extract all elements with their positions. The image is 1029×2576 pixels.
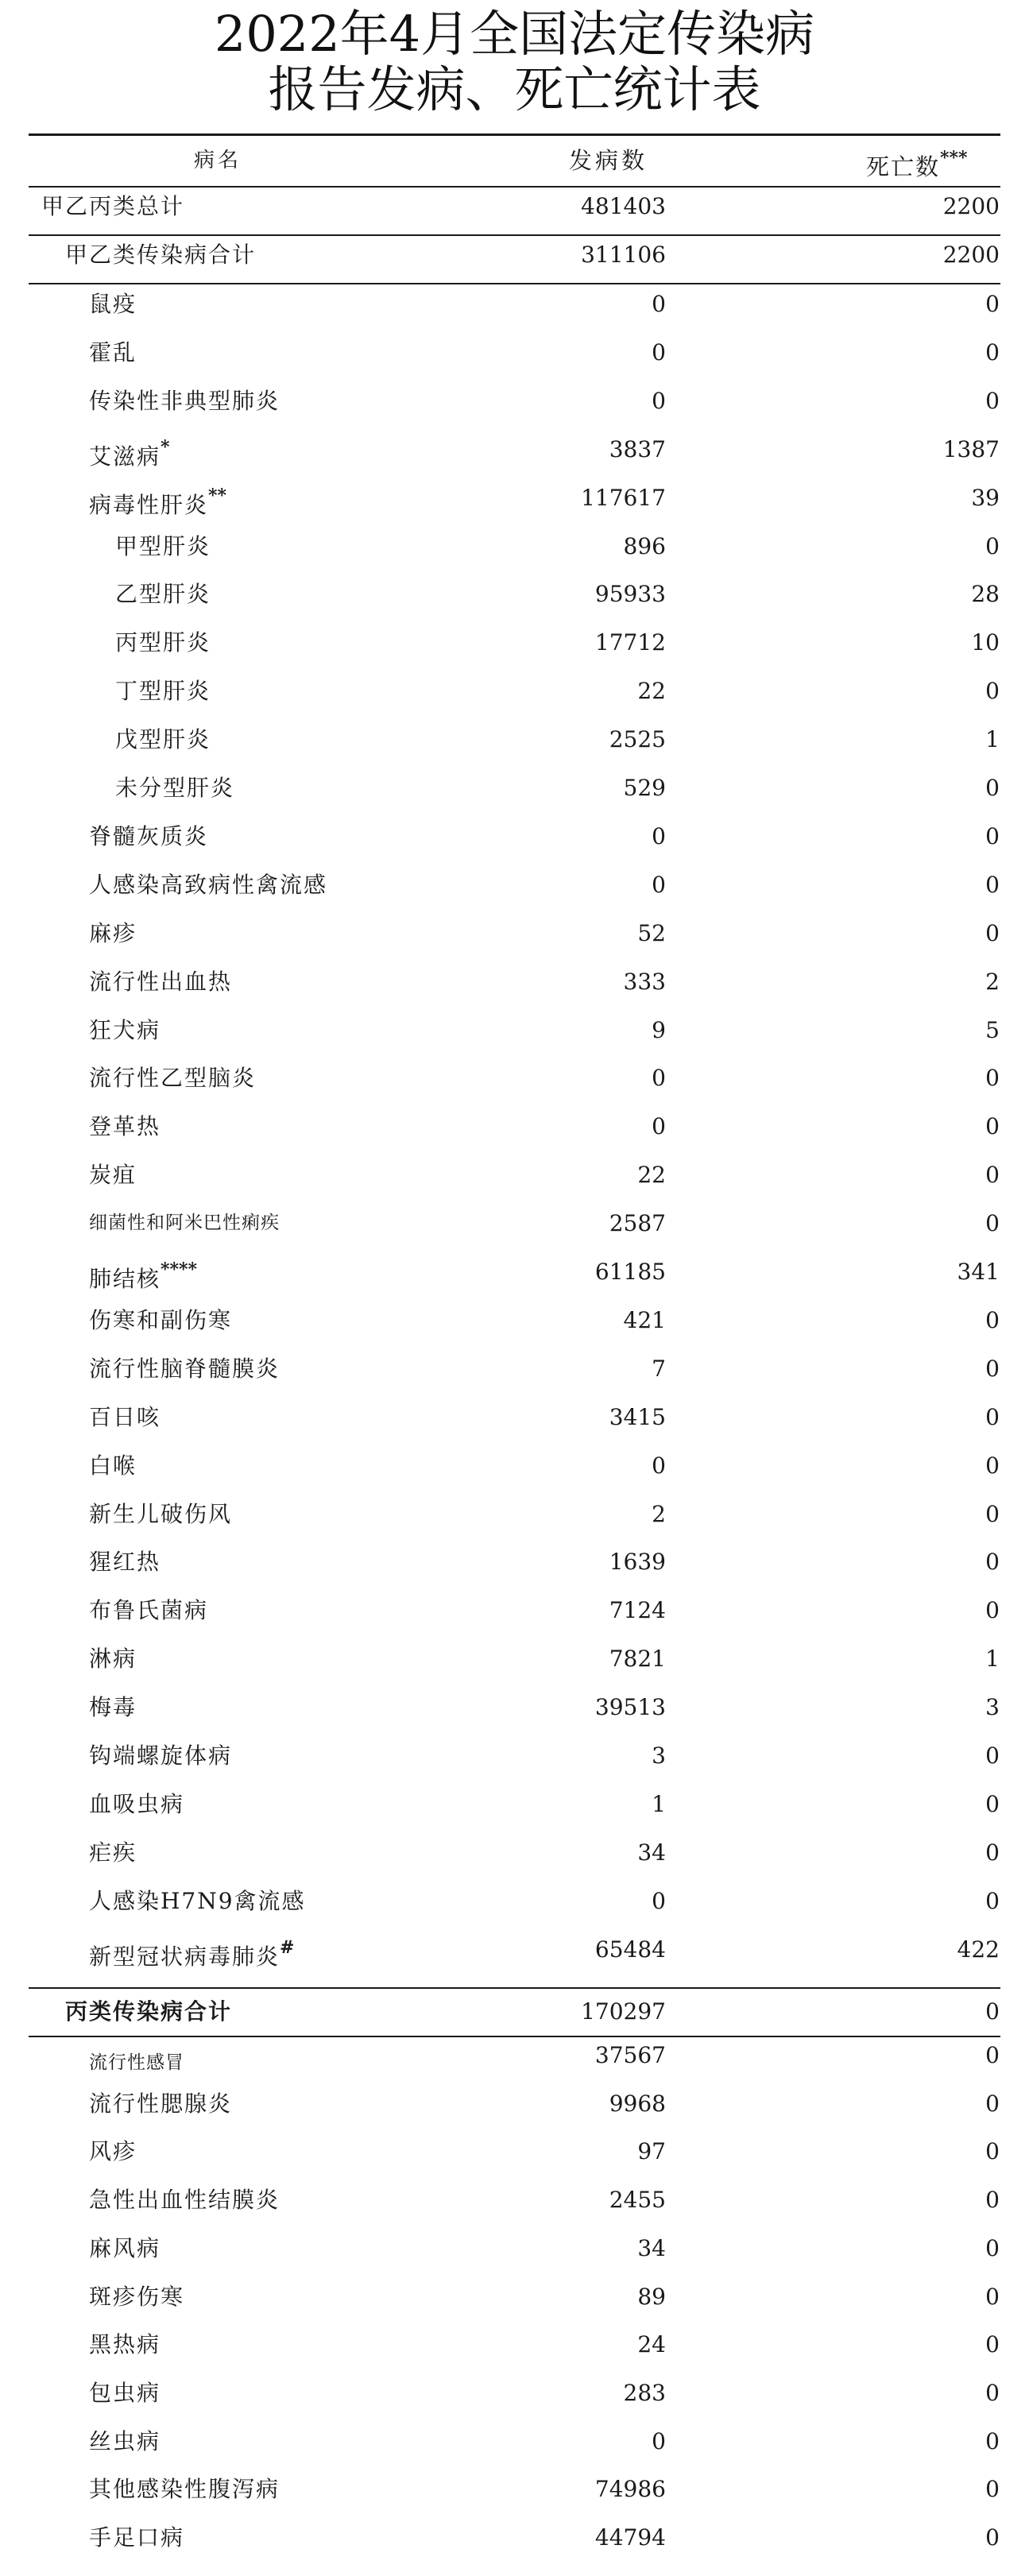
- row-name: 霍乱: [89, 339, 137, 366]
- row-cases: 0: [652, 1113, 666, 1139]
- row-name: 甲乙类传染病合计: [65, 242, 257, 268]
- table-row: [0, 1247, 1029, 1296]
- row-name: 炭疽: [89, 1162, 137, 1188]
- row-deaths: 0: [985, 1501, 1000, 1527]
- row-deaths: 0: [985, 1742, 1000, 1769]
- row-deaths: 0: [985, 2091, 1000, 2117]
- table-row: [0, 2224, 1029, 2272]
- row-name: 流行性出血热: [89, 969, 233, 995]
- table-row: [0, 2417, 1029, 2466]
- table-row-total: [0, 182, 1029, 230]
- table-row: [0, 2272, 1029, 2321]
- row-deaths: 0: [985, 920, 1000, 946]
- row-deaths: 422: [957, 1936, 1000, 1963]
- row-deaths: 2200: [942, 193, 1000, 219]
- row-name: 淋病: [89, 1646, 137, 1672]
- row-name: 包虫病: [89, 2380, 161, 2406]
- row-cases: 0: [652, 1888, 666, 1914]
- table-row: [0, 2176, 1029, 2224]
- row-name: 病毒性肝炎**: [89, 485, 227, 518]
- header-deaths-marker: ***: [940, 148, 968, 168]
- row-deaths: 5: [985, 1017, 1000, 1043]
- table-row: [0, 1683, 1029, 1731]
- row-name: 流行性乙型脑炎: [89, 1065, 257, 1091]
- row-name: 猩红热: [89, 1549, 161, 1575]
- row-deaths: 0: [985, 1597, 1000, 1623]
- row-deaths: 0: [985, 2524, 1000, 2551]
- table-row: [0, 1490, 1029, 1538]
- row-cases: 44794: [594, 2524, 666, 2551]
- row-name: 戊型肝炎: [115, 726, 211, 752]
- row-deaths: 2: [985, 969, 1000, 995]
- row-cases: 65484: [594, 1936, 666, 1963]
- row-cases: 61185: [594, 1259, 666, 1285]
- table-row: [0, 957, 1029, 1006]
- row-deaths: 0: [985, 1307, 1000, 1333]
- row-deaths: 0: [985, 291, 1000, 317]
- row-deaths: 0: [985, 2428, 1000, 2454]
- row-deaths: 0: [985, 1113, 1000, 1139]
- table-row: [0, 1054, 1029, 1102]
- row-name: 麻疹: [89, 920, 137, 946]
- row-name: 白喉: [89, 1452, 137, 1479]
- row-cases: 3837: [609, 436, 666, 462]
- row-deaths: 0: [985, 1549, 1000, 1575]
- row-cases: 22: [637, 678, 666, 704]
- table-row: [0, 377, 1029, 425]
- row-footnote-marker: **: [208, 485, 227, 506]
- row-deaths: 0: [985, 872, 1000, 898]
- row-cases: 1: [652, 1791, 666, 1817]
- row-name: 急性出血性结膜炎: [89, 2187, 280, 2213]
- row-deaths: 0: [985, 2235, 1000, 2261]
- row-deaths: 1: [985, 726, 1000, 752]
- row-name: 疟疾: [89, 1839, 137, 1866]
- row-cases: 170297: [581, 1998, 666, 2025]
- row-name: 百日咳: [89, 1404, 161, 1430]
- table-row: [0, 1828, 1029, 1877]
- row-cases: 3: [652, 1742, 666, 1769]
- row-cases: 2587: [609, 1210, 666, 1236]
- table-header: [0, 137, 1029, 185]
- table-row: [0, 1441, 1029, 1490]
- row-cases: 9968: [609, 2091, 666, 2117]
- row-footnote-marker: *: [161, 437, 170, 458]
- row-name: 脊髓灰质炎: [89, 823, 209, 849]
- row-cases: 24: [637, 2331, 666, 2357]
- table-row: [0, 1344, 1029, 1393]
- table-row: [0, 1102, 1029, 1151]
- row-deaths: 0: [985, 1839, 1000, 1866]
- row-deaths: 0: [985, 1452, 1000, 1479]
- row-name: 未分型肝炎: [115, 775, 235, 801]
- table-row: [0, 570, 1029, 618]
- row-cases: 7: [652, 1356, 666, 1382]
- table-row: [0, 1006, 1029, 1054]
- row-cases: 39513: [594, 1694, 666, 1720]
- table-row: [0, 2465, 1029, 2513]
- row-deaths: 0: [985, 775, 1000, 801]
- row-name: 丙类传染病合计: [65, 1998, 233, 2025]
- row-deaths: 3: [985, 1694, 1000, 1720]
- row-cases: 7124: [609, 1597, 666, 1623]
- row-cases: 529: [623, 775, 666, 801]
- row-name: 布鲁氏菌病: [89, 1597, 209, 1623]
- row-cases: 1639: [609, 1549, 666, 1575]
- row-name: 甲乙丙类总计: [41, 193, 185, 219]
- row-name: 丙型肝炎: [115, 629, 211, 656]
- row-name: 艾滋病*: [89, 437, 170, 470]
- row-cases: 34: [637, 2235, 666, 2261]
- table-row: [0, 1393, 1029, 1441]
- row-cases: 37567: [594, 2042, 666, 2068]
- row-name: 人感染H7N9禽流感: [89, 1888, 306, 1914]
- table-row: [0, 2369, 1029, 2417]
- row-deaths: 0: [985, 2284, 1000, 2310]
- row-name: 伤寒和副伤寒: [89, 1307, 233, 1333]
- row-name: 流行性脑脊髓膜炎: [89, 1356, 280, 1382]
- row-cases: 97: [637, 2138, 666, 2164]
- row-cases: 0: [652, 339, 666, 366]
- row-name: 细菌性和阿米巴性痢疾: [89, 1213, 280, 1233]
- row-deaths: 0: [985, 1404, 1000, 1430]
- row-cases: 0: [652, 2428, 666, 2454]
- table-row: [0, 1780, 1029, 1828]
- row-cases: 52: [637, 920, 666, 946]
- header-name: 病名: [194, 149, 242, 172]
- row-cases: 17712: [594, 629, 666, 656]
- table-row: [0, 474, 1029, 522]
- row-deaths: 0: [985, 2476, 1000, 2502]
- table-row: [0, 1296, 1029, 1344]
- table-row-group-ab: [0, 230, 1029, 279]
- row-deaths: 0: [985, 823, 1000, 849]
- table-row: [0, 812, 1029, 861]
- header-cases: 发病数: [569, 147, 648, 174]
- row-deaths: 0: [985, 1356, 1000, 1382]
- table-row: [0, 1199, 1029, 1247]
- row-cases: 2525: [609, 726, 666, 752]
- row-cases: 0: [652, 388, 666, 414]
- table-row: [0, 764, 1029, 812]
- row-deaths: 1387: [942, 436, 1000, 462]
- row-name: 人感染高致病性禽流感: [89, 872, 328, 898]
- table-row: [0, 715, 1029, 764]
- row-name: 流行性感冒: [89, 2052, 184, 2073]
- row-name: 肺结核****: [89, 1259, 198, 1292]
- row-cases: 2: [652, 1501, 666, 1527]
- row-name: 其他感染性腹泻病: [89, 2476, 280, 2502]
- row-cases: 74986: [594, 2476, 666, 2502]
- row-name: 丝虫病: [89, 2428, 161, 2454]
- table-row: [0, 1151, 1029, 1199]
- row-name: 新生儿破伤风: [89, 1501, 233, 1527]
- row-deaths: 0: [985, 1791, 1000, 1817]
- row-cases: 0: [652, 1452, 666, 1479]
- table-row: [0, 909, 1029, 957]
- row-cases: 3415: [609, 1404, 666, 1430]
- row-deaths: 0: [985, 2331, 1000, 2357]
- table-row: [0, 618, 1029, 667]
- row-name: 斑疹伤寒: [89, 2284, 185, 2310]
- table-row: [0, 1586, 1029, 1634]
- row-cases: 117617: [581, 485, 666, 511]
- row-cases: 0: [652, 872, 666, 898]
- row-name: 风疹: [89, 2138, 137, 2164]
- table-row: [0, 1537, 1029, 1586]
- table-row: [0, 2320, 1029, 2369]
- row-cases: 22: [637, 1162, 666, 1188]
- row-cases: 2455: [609, 2187, 666, 2213]
- table-row: [0, 2079, 1029, 2128]
- table-row: [0, 1634, 1029, 1683]
- row-footnote-marker: #: [280, 1937, 295, 1958]
- row-deaths: 2200: [942, 242, 1000, 268]
- table-row: [0, 1731, 1029, 1780]
- row-deaths: 28: [971, 581, 1000, 607]
- row-name: 乙型肝炎: [115, 581, 211, 607]
- row-cases: 481403: [581, 193, 666, 219]
- table-row-group-c: [0, 1987, 1029, 2036]
- row-cases: 89: [637, 2284, 666, 2310]
- table-row: [0, 2031, 1029, 2079]
- row-name: 传染性非典型肺炎: [89, 388, 280, 414]
- row-deaths: 0: [985, 678, 1000, 704]
- row-deaths: 1: [985, 1646, 1000, 1672]
- row-deaths: 341: [957, 1259, 1000, 1285]
- row-name: 流行性腮腺炎: [89, 2091, 233, 2117]
- row-name: 麻风病: [89, 2235, 161, 2261]
- row-cases: 34: [637, 1839, 666, 1866]
- table-row: [0, 1925, 1029, 1974]
- table-row: [0, 667, 1029, 715]
- row-name: 狂犬病: [89, 1017, 161, 1043]
- table-row: [0, 425, 1029, 474]
- row-cases: 421: [623, 1307, 666, 1333]
- row-deaths: 39: [971, 485, 1000, 511]
- row-deaths: 0: [985, 1065, 1000, 1091]
- table-row: [0, 1877, 1029, 1925]
- row-cases: 95933: [594, 581, 666, 607]
- row-deaths: 0: [985, 388, 1000, 414]
- row-name: 手足口病: [89, 2524, 185, 2551]
- row-cases: 0: [652, 291, 666, 317]
- row-name: 丁型肝炎: [115, 678, 211, 704]
- table-row: [0, 280, 1029, 328]
- row-deaths: 0: [985, 1162, 1000, 1188]
- row-name: 钩端螺旋体病: [89, 1742, 233, 1769]
- row-name: 登革热: [89, 1113, 161, 1139]
- table-top-rule: [29, 133, 1000, 136]
- row-deaths: 0: [985, 1888, 1000, 1914]
- row-deaths: 0: [985, 1210, 1000, 1236]
- row-deaths: 0: [985, 2138, 1000, 2164]
- table-row: [0, 2127, 1029, 2176]
- row-deaths: 0: [985, 2042, 1000, 2068]
- row-deaths: 0: [985, 339, 1000, 366]
- row-name: 梅毒: [89, 1694, 137, 1720]
- row-name: 黑热病: [89, 2331, 161, 2357]
- row-cases: 283: [623, 2380, 666, 2406]
- title-line-2: 报告发病、死亡统计表: [268, 60, 761, 118]
- row-deaths: 0: [985, 2380, 1000, 2406]
- row-cases: 7821: [609, 1646, 666, 1672]
- row-name: 鼠疫: [89, 291, 137, 317]
- row-cases: 311106: [581, 242, 666, 268]
- row-deaths: 0: [985, 1998, 1000, 2025]
- row-deaths: 0: [985, 2187, 1000, 2213]
- table-row: [0, 861, 1029, 909]
- row-footnote-marker: ****: [161, 1259, 198, 1280]
- table-row: [0, 328, 1029, 377]
- row-cases: 896: [623, 533, 666, 559]
- row-name: 甲型肝炎: [115, 533, 211, 559]
- row-deaths: 0: [985, 533, 1000, 559]
- document-title: [0, 6, 1029, 118]
- header-deaths: 死亡数***: [866, 148, 968, 180]
- row-cases: 9: [652, 1017, 666, 1043]
- row-name: 血吸虫病: [89, 1791, 185, 1817]
- table-row: [0, 522, 1029, 571]
- title-line-1: 2022年4月全国法定传染病: [214, 5, 815, 63]
- row-cases: 0: [652, 823, 666, 849]
- table-row: [0, 2513, 1029, 2562]
- row-name: 新型冠状病毒肺炎#: [89, 1937, 295, 1970]
- row-cases: 0: [652, 1065, 666, 1091]
- row-cases: 333: [623, 969, 666, 995]
- row-deaths: 10: [971, 629, 1000, 656]
